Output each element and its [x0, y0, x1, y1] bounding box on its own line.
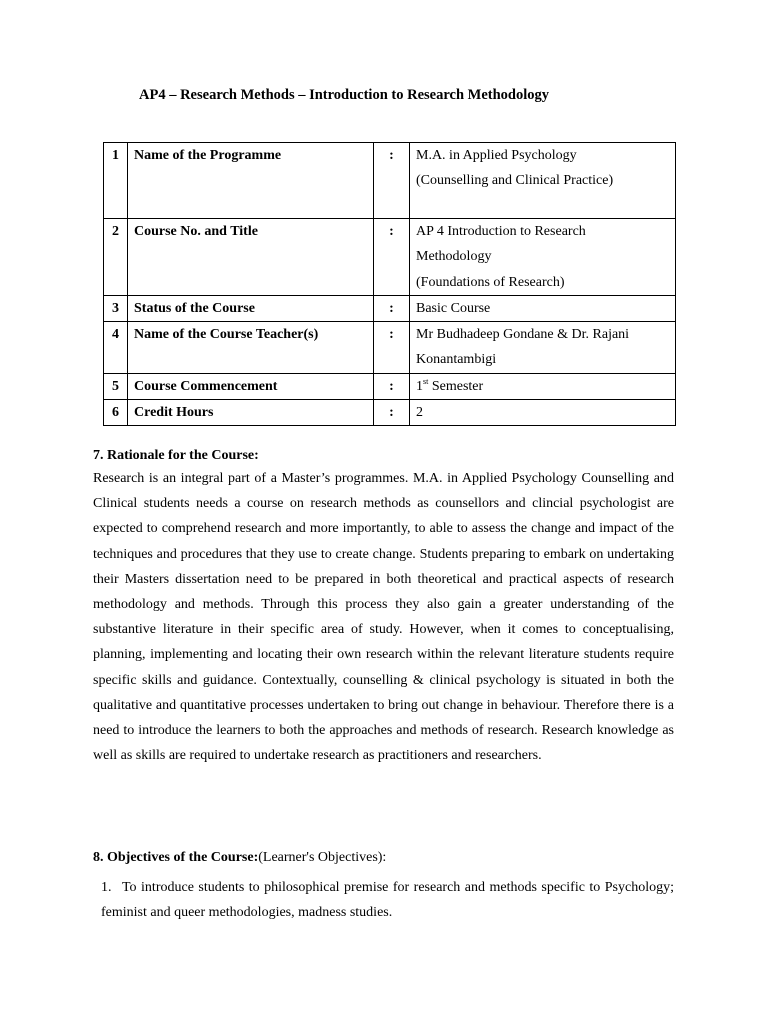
value-line: M.A. in Applied Psychology: [416, 148, 577, 163]
value-main: 1: [416, 378, 423, 394]
row-separator: :: [374, 373, 410, 399]
table-row: [104, 373, 676, 399]
row-number: 5: [104, 373, 128, 399]
row-number: 1: [104, 143, 128, 219]
course-info-table: [103, 142, 676, 426]
row-label: Course No. and Title: [128, 219, 374, 296]
row-label: Status of the Course: [128, 295, 374, 321]
row-number: 6: [104, 400, 128, 426]
row-number: 4: [104, 322, 128, 374]
row-label: Course Commencement: [128, 373, 374, 399]
value-superscript: st: [423, 376, 429, 386]
row-separator: :: [374, 219, 410, 296]
row-label: Credit Hours: [128, 400, 374, 426]
row-separator: :: [374, 400, 410, 426]
list-item-number: 1.: [101, 880, 112, 895]
objectives-heading-bold: 8. Objectives of the Course:: [93, 850, 259, 865]
row-separator: :: [374, 143, 410, 219]
value-line: Konantambigi: [416, 352, 497, 368]
value-line: 2: [416, 405, 423, 421]
rationale-heading: 7. Rationale for the Course:: [93, 448, 259, 463]
value-line: Basic Course: [416, 300, 491, 316]
rationale-text: Research is an integral part of a Master’s programmes. M.A. in Applied Psychology Counselling and Clinical students needs a course on research methods as counsellors and clincial psychologist are expected to comprehend research and more importantly, to able to assess the change and impact of the techniques and procedures that they use to create change. Students preparing to embark on undertaking their Masters dissertation need to be prepared in both theoretical and practical aspects of research methodology and methods. Through this process they also gain a greater understanding of the substantive literature in their specific area of study. However, when it comes to conceptualising, planning, implementing and locating their own research within the relevant literature students require specific skills and guidance. Contextually, counselling & clinical psychology is situated in both the qualitative and quantitative processes undertaken to bring out change in behaviour. Therefore there is a need to introduce the learners to both the approaches and methods of research. Research knowledge as well as skills are required to undertake research as practitioners and researchers.: [93, 471, 674, 764]
list-item: [101, 875, 674, 925]
table-row: [104, 322, 676, 374]
row-value: [410, 219, 676, 296]
list-item-text: To introduce students to philosophical premise for research and methods specific to Psychology; feminist and queer methodologies, madness studies.: [101, 880, 674, 921]
row-separator: :: [374, 295, 410, 321]
row-label: Name of the Programme: [128, 143, 374, 219]
row-value: [410, 143, 676, 219]
row-number: 2: [104, 219, 128, 296]
value-line: AP 4 Introduction to Research: [416, 224, 586, 239]
row-separator: :: [374, 322, 410, 374]
objectives-heading: [93, 848, 674, 868]
table-row: [104, 143, 676, 219]
table-row: [104, 400, 676, 426]
row-value: [410, 295, 676, 321]
value-line: Methodology: [416, 249, 492, 265]
value-line: (Foundations of Research): [416, 274, 565, 290]
table-row: [104, 219, 676, 296]
value-rest: Semester: [428, 378, 484, 394]
row-number: 3: [104, 295, 128, 321]
rationale-section: [93, 446, 674, 768]
value-line: (Counselling and Clinical Practice): [416, 173, 614, 189]
value-line: Mr Budhadeep Gondane & Dr. Rajani: [416, 327, 630, 343]
row-label: Name of the Course Teacher(s): [128, 322, 374, 374]
row-value: [410, 373, 676, 399]
row-value: [410, 322, 676, 374]
page-title: AP4 – Research Methods – Introduction to Research Methodology: [139, 87, 550, 103]
objectives-heading-rest: (Learner's Objectives):: [258, 850, 387, 865]
objectives-section: [93, 848, 674, 925]
table-row: [104, 295, 676, 321]
row-value: [410, 400, 676, 426]
